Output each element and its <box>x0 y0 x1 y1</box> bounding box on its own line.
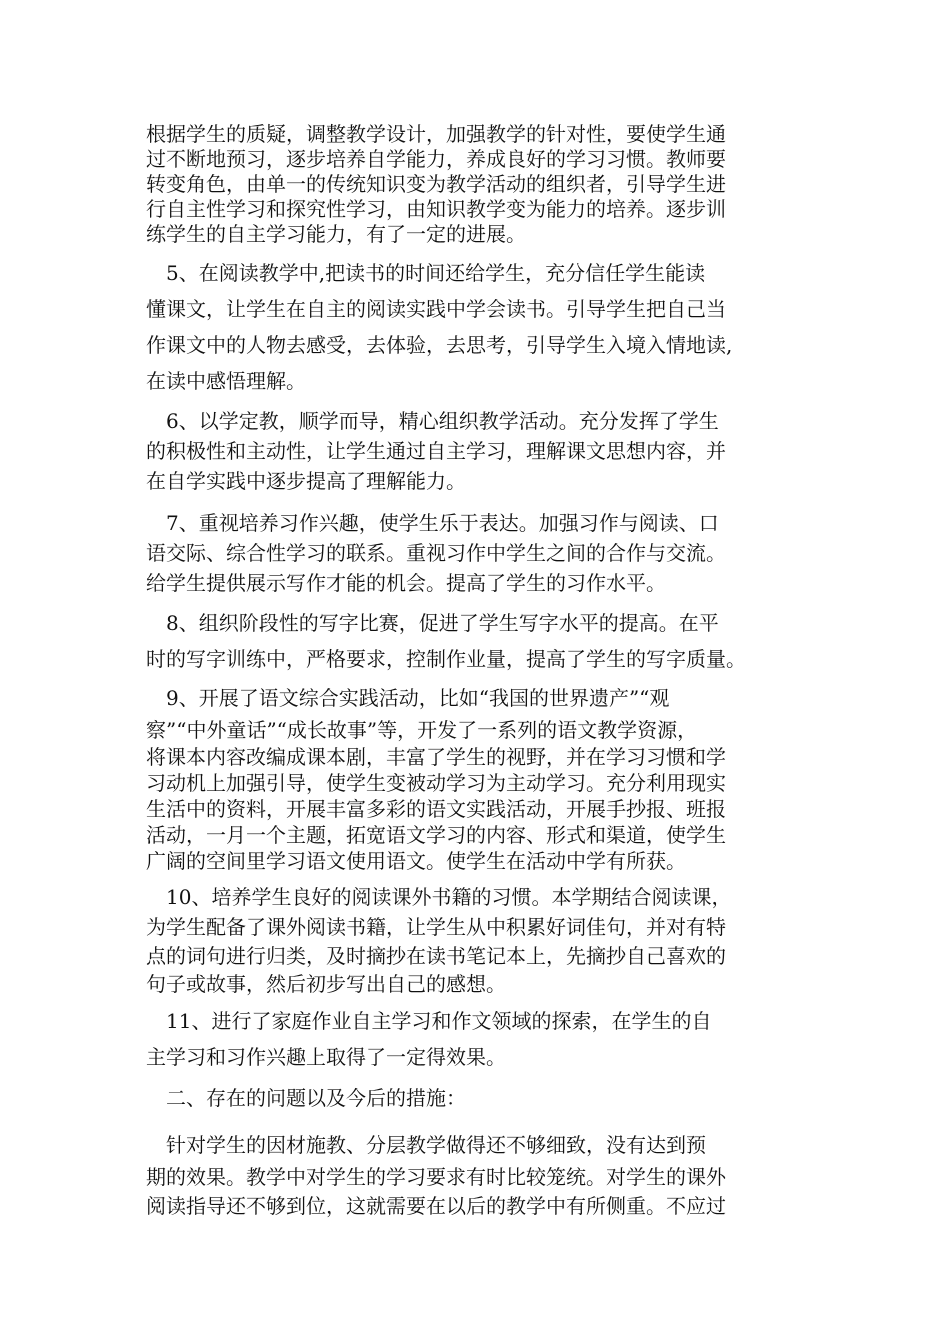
paragraph-item-9 <box>146 680 810 874</box>
text-line: 将课本内容改编成课本剧，丰富了学生的视野，并在学习习惯和学 <box>146 745 726 769</box>
paragraph-problems <box>146 1127 810 1220</box>
text-line: 行自主性学习和探究性学习，由知识教学变为能力的培养。逐步训 <box>146 197 726 221</box>
text-line: 作课文中的人物去感受，去体验，去思考，引导学生入境入情地读, <box>146 333 733 357</box>
paragraph-item-6 <box>146 406 810 496</box>
text-line: 在读中感悟理解。 <box>146 369 306 393</box>
text-line: 懂课文，让学生在自主的阅读实践中学会读书。引导学生把自己当 <box>146 297 726 321</box>
text-line: 的积极性和主动性，让学生通过自主学习，理解课文思想内容，并 <box>146 439 726 463</box>
text-line: 在自学实践中逐步提高了理解能力。 <box>146 469 466 493</box>
paragraph-item-10 <box>146 882 810 998</box>
text-line: 为学生配备了课外阅读书籍，让学生从中积累好词佳句，并对有特 <box>146 915 726 939</box>
paragraph-item-8 <box>146 605 810 677</box>
text-line: 主学习和习作兴趣上取得了一定得效果。 <box>146 1045 506 1069</box>
text-line: 练学生的自主学习能力，有了一定的进展。 <box>146 222 526 246</box>
text-line: 给学生提供展示写作才能的机会。提高了学生的习作水平。 <box>146 571 666 595</box>
text-line: 9、开展了语文综合实践活动，比如“我国的世界遗产”“观 <box>146 686 670 710</box>
text-line: 过不断地预习，逐步培养自学能力，养成良好的学习习惯。教师要 <box>146 147 726 171</box>
text-line: 6、以学定教，顺学而导，精心组织教学活动。充分发挥了学生 <box>146 409 719 433</box>
paragraph-intro <box>146 122 810 247</box>
paragraph-item-7 <box>146 508 810 598</box>
text-line: 句子或故事，然后初步写出自己的感想。 <box>146 972 506 996</box>
text-line: 察”“中外童话”“成长故事”等，开发了一系列的语文教学资源， <box>146 718 698 742</box>
text-line: 10、培养学生良好的阅读课外书籍的习惯。本学期结合阅读课， <box>146 885 732 909</box>
text-line: 期的效果。教学中对学生的学习要求有时比较笼统。对学生的课外 <box>146 1165 726 1189</box>
section-heading <box>146 1080 810 1116</box>
text-line: 7、重视培养习作兴趣，使学生乐于表达。加强习作与阅读、口 <box>146 511 719 535</box>
text-line: 根据学生的质疑，调整教学设计，加强教学的针对性，要使学生通 <box>146 122 726 146</box>
text-line: 8、组织阶段性的写字比赛，促进了学生写字水平的提高。在平 <box>146 611 719 635</box>
paragraph-item-11 <box>146 1003 810 1075</box>
text-line: 11、进行了家庭作业自主学习和作文领域的探索，在学生的自 <box>146 1009 712 1033</box>
paragraph-item-5 <box>146 255 810 399</box>
text-line: 广阔的空间里学习语文使用语文。使学生在活动中学有所获。 <box>146 849 686 873</box>
text-line: 二、存在的问题以及今后的措施： <box>146 1086 466 1110</box>
text-line: 点的词句进行归类，及时摘抄在读书笔记本上，先摘抄自己喜欢的 <box>146 944 726 968</box>
text-line: 活动，一月一个主题，拓宽语文学习的内容、形式和渠道，使学生 <box>146 823 726 847</box>
text-line: 习动机上加强引导，使学生变被动学习为主动学习。充分利用现实 <box>146 771 726 795</box>
text-line: 时的写字训练中，严格要求，控制作业量，提高了学生的写字质量。 <box>146 647 746 671</box>
text-line: 生活中的资料，开展丰富多彩的语文实践活动，开展手抄报、班报 <box>146 797 726 821</box>
text-line: 转变角色，由单一的传统知识变为教学活动的组织者，引导学生进 <box>146 172 726 196</box>
text-line: 5、在阅读教学中,把读书的时间还给学生，充分信任学生能读 <box>146 261 706 285</box>
text-line: 阅读指导还不够到位，这就需要在以后的教学中有所侧重。不应过 <box>146 1194 726 1218</box>
text-line: 语交际、综合性学习的联系。重视习作中学生之间的合作与交流。 <box>146 541 726 565</box>
text-line: 针对学生的因材施教、分层教学做得还不够细致，没有达到预 <box>146 1133 706 1157</box>
